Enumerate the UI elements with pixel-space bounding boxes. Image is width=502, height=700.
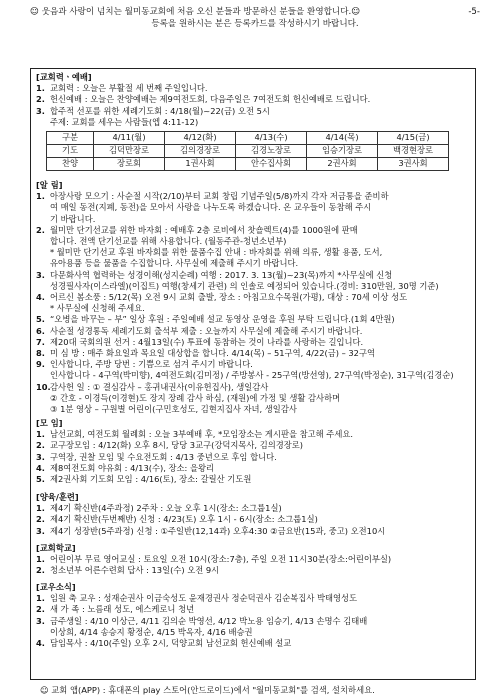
list-item: 2. 월미만 단기선교를 위한 바자회 : 예배후 2층 로비에서 찻숄렉트(4)를 1000원에 판매 합니다. 전액 단기선교를 위해 사용합니다. (월동주관-청년소년부) bbox=[36, 224, 358, 247]
list-item: 3. 구역장, 권찰 모임 및 수요전도회 : 4/13 중년으로 후임 합니다. bbox=[36, 451, 277, 462]
list-item: 1. 아장사랑 모으기 : 사순절 시작(2/10)부터 교회 창립 기념주일(5/8)까지 각자 저금통을 준비하 여 매일 동전(지폐, 동전)을 모아서 사랑을 나누도록 하겠습니다. 온 교우들이 동참해 주시 기 바랍니다. bbox=[36, 191, 389, 224]
education-section bbox=[36, 543, 466, 577]
list-item: * 월미만 단기선교 후원 바자회를 위한 물품수집 안내 : 바자회를 위해 의류, 생활 용품, 도서, 유아용품 등을 물품을 수집합니다. 사무실에 제출해 주시기 바랍니다. bbox=[50, 247, 383, 269]
training-title: [양육/훈련] bbox=[36, 492, 79, 502]
meetings-title: [모 임] bbox=[36, 418, 63, 428]
table-row: 기도 김덕만장로 김의경장로 김경노장로 임승기장로 백경현장로 bbox=[47, 145, 449, 158]
table-row: 구분 4/11(월) 4/12(화) 4/13(수) 4/14(목) 4/15(금) bbox=[47, 132, 449, 145]
app-notice: ☺ 교회 앱(APP) : 휴대폰의 play 스토어(안드로이드)에서 "월미동교회"를 검색, 설치하세요. bbox=[40, 685, 375, 695]
list-item: 1. 임원 축 교우 : 성재순권사 이금숙성도 윤재경권사 정순덕권사 김순복집사 박태영성도 bbox=[36, 593, 358, 604]
notices-title: [알 림] bbox=[36, 180, 63, 190]
list-item: 2. 교구장모임 : 4/12(화) 오후 8시, 당당 3교구(강덕지목사, 김의경장로) bbox=[36, 440, 304, 451]
notices-section bbox=[36, 180, 466, 415]
list-item: 3. 제4기 성장반(5주과정) 신청 : ①주일반(12,14과) 오후4:30 ②금요반(15과, 중고) 오전10시 bbox=[36, 525, 386, 536]
meetings-section bbox=[36, 418, 466, 485]
list-item: 8. 미 심 방 : 매주 화요일과 목요일 대상합을 합니다. 4/14(목) – 51구역, 4/22(금) – 32구역 bbox=[36, 348, 375, 359]
news-title: [교우소식] bbox=[36, 582, 76, 592]
list-item: 3. 금주생일 : 4/10 이상근, 4/11 김의순 박영선, 4/12 박노용 임승기, 4/13 손명수 김태배 이상희, 4/14 송승지 황정순, 4/15 박옥자, 4/16 배승권 bbox=[36, 615, 368, 637]
welcome-line: ☺ 웃음과 사랑이 넘치는 월미동교회에 처음 오신 분들과 방문하신 분들을 환영합니다.☺ bbox=[30, 7, 361, 17]
welcome-header bbox=[30, 6, 480, 30]
list-item: 1. 제4기 확신반(4주과정) 2주차 : 오늘 오후 1시(장소: 소그룹1실) bbox=[36, 503, 282, 514]
list-item: 5. “오병을 바꾸는 – 부” 일상 후원 : 주일예배 설교 동영상 운영을 후원 부탁 드립니다.(1회 4만원) bbox=[36, 314, 395, 325]
table-row: 찬양 장로회 1권사회 안수집사회 2권사회 3권사회 bbox=[47, 158, 449, 171]
prayer-schedule-table bbox=[46, 131, 449, 171]
list-item: 4. 어르신 봄소풍 : 5/12(목) 오전 9시 교회 출발, 장소 : 아침고요수목원(가평), 대상 : 70세 이상 성도 * 사무실에 신청해 주세요. bbox=[36, 292, 408, 314]
registration-line: 등록을 원하시는 분은 등록카드를 작성하시기 바랍니다. bbox=[151, 19, 359, 29]
news-section bbox=[36, 582, 466, 649]
list-item: 2. 청소년부 어른수련회 답사 : 13일(수) 오전 9시 bbox=[36, 565, 220, 576]
list-item: 1. 남선교회, 여전도회 월례회 : 오늘 3부예배 후, *모임장소는 게시판을 참고해 주세요. bbox=[36, 429, 353, 440]
list-item: 2. 헌신예배 : 오늘은 찬양예배는 제9여전도회, 다음주일은 7여전도회 헌신예배로 드립니다. bbox=[36, 94, 371, 105]
list-item: 4. 담임목사 : 4/10(주일) 오후 2시, 덕양교회 남선교회 헌신예배 설교 bbox=[36, 638, 292, 649]
list-item: 2. 새 가 족 : 노름래 성도, 에스케로니 청년 bbox=[36, 604, 195, 615]
training-section bbox=[36, 492, 466, 537]
worship-title: [교회력ㆍ예배] bbox=[36, 72, 92, 82]
page-number: -5- bbox=[468, 7, 480, 17]
prayer-topic: 주제: 교회를 세우는 사람들(엡 4:11-12) bbox=[50, 116, 199, 127]
list-item: 2. 제4기 확신반(두번째반) 신청 : 4/23(토) 오후 1시 - 6시(장소: 소그룹1실) bbox=[36, 514, 318, 525]
list-item: 9. 인사합니다, 주방 당번 : 기쁨으로 섬겨 주시기 바랍니다. 인사합니다 - 4구역(박미향), 4여전도회(김미정) / 주방봉사 - 25구역(방선영), 27구역(박정순), 31구역(김경순) bbox=[36, 359, 454, 381]
list-item: 10. 감사헌 일 : ① 결심감사 – 홍귀내권사(이유헌집사), 생일감사 ② 간호 - 이경득(이경현)도 장지 장례 감사 하심, (재원)에 가정 및 생활 감사하며 ③ 1분 영상 – 구원별 어린이(구민호성도, 김현지집사 자녀, 생일감사 bbox=[36, 381, 341, 415]
list-item: 1. 교회력 : 오늘은 부활절 세 번째 주일입니다. bbox=[36, 83, 208, 94]
list-item: 5. 제2권사회 기도회 모임 : 4/16(토), 장소: 갈릴산 기도원 bbox=[36, 474, 252, 485]
list-item: 7. 제20대 국회의원 선거 : 4월13일(수) 투표에 동참하는 것이 나라를 사랑하는 길입니다. bbox=[36, 336, 364, 347]
list-item: 1. 어린이부 무료 영어교실 : 토요일 오전 10시(장소:7층), 주일 오전 11시30분(장소:어린이부실) bbox=[36, 554, 392, 565]
list-item: 3. 다문화사역 협력하는 성경이해(성지순례) 여행 : 2017. 3. 13(월)~23(목)까지 *사무실에 신청 성경필사자(이스라엘)(이집트) 여행(창세기 관련) 의 인솔로 예정되어 있습니다.(경비: 310만원, 30명 기준) bbox=[36, 269, 439, 291]
education-title: [교회학교] bbox=[36, 543, 76, 553]
worship-section bbox=[36, 72, 466, 174]
list-item: 3. 합주적 선포를 위한 세례기도회 : 4/18(월)~22(금) 오전 5시 bbox=[36, 105, 270, 116]
list-item: 6. 사순절 성경통독 세례기도회 출석부 제출 : 오늘까지 사무실에 제출해 주시기 바랍니다. bbox=[36, 325, 363, 336]
list-item: 4. 제8여전도회 야유회 : 4/13(수), 장소: 을왕리 bbox=[36, 462, 215, 473]
